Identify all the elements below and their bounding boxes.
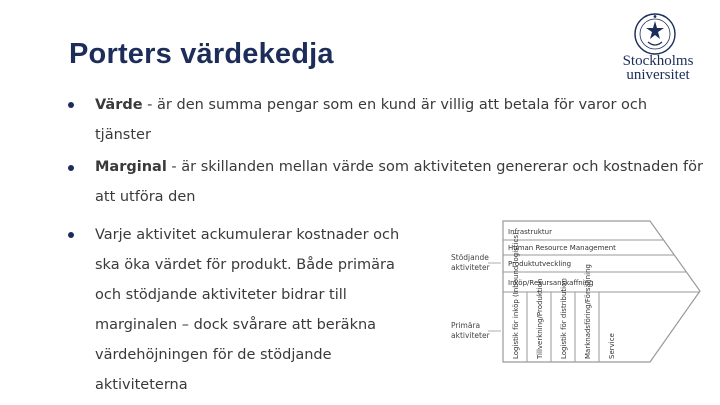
bullet-text-varde (95, 90, 685, 150)
primary-activity-marketing-sales: Marknadsföring/Försäljning (584, 264, 592, 359)
primary-activity-inbound-logistics: Logistik för inköp (Inbound logistics) (512, 232, 520, 359)
support-activity-infrastructure: Infrastruktur (508, 228, 552, 236)
primary-label-line2: aktiviteter (451, 331, 490, 340)
term-varde: Värde (95, 97, 143, 113)
primary-activity-service: Service (608, 333, 616, 359)
primary-activity-production: Tillverkning/Produktion (536, 278, 544, 359)
support-activity-product-development: Produktutveckling (508, 260, 572, 268)
primary-label-line1: Primära (451, 321, 481, 330)
logo-text-line2: universitet (626, 67, 690, 83)
term-marginal: Marginal (95, 159, 167, 175)
bullet-dot (68, 102, 74, 108)
bullet-dot (68, 232, 74, 238)
support-activity-hrm: Human Resource Management (508, 244, 616, 252)
bullet-dot (68, 165, 74, 171)
support-label-line2: aktiviteter (451, 263, 490, 272)
slide-title: Porters värdekedja (69, 38, 334, 70)
bullet-text-marginal (95, 152, 710, 212)
bullet-text-aktiviteter (95, 220, 425, 400)
value-chain-diagram (445, 215, 710, 365)
primary-activity-distribution-logistics: Logistik för distribution (560, 278, 568, 359)
logo-text-line1: Stockholms (622, 53, 694, 69)
bullet-text-content: Varje aktivitet ackumulerar kostnader och ska öka värdet för produkt. Både primära och stödjande aktiviteter bidrar till marginalen – dock svårare att beräkna värdehöjningen för de stödjande aktiviteterna (95, 227, 400, 393)
definition-marginal: - är skillanden mellan värde som aktiviteten genererar och kostnaden för att utföra den (95, 159, 703, 205)
support-label-line1: Stödjande (451, 253, 489, 262)
definition-varde: - är den summa pengar som en kund är villig att betala för varor och tjänster (95, 97, 648, 143)
support-activity-procurement: Inköp/Resursanskaffning (508, 279, 594, 287)
